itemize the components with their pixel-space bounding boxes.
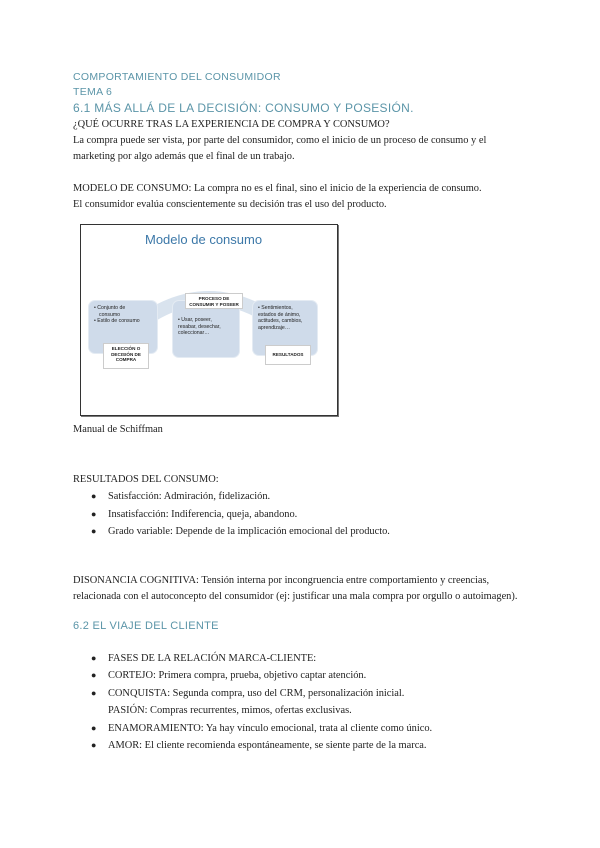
diagram-box-proceso: • Usar, poseer, resabar, desechar, coleccionar… — [173, 301, 239, 357]
intro-line-2: marketing por algo además que el final de un trabajo. — [73, 151, 295, 162]
disonancia-line-2: relacionada con el autoconcepto del consumidor (ej: justificar una mala compra por orgullo o autoimagen). — [73, 590, 518, 602]
list-item: ● Satisfacción: Admiración, fidelización. — [91, 491, 271, 502]
list-item: ● ENAMORAMIENTO: Ya hay vínculo emocional, trata al cliente como único. — [91, 722, 433, 734]
list-item: ● Insatisfacción: Indiferencia, queja, abandono. — [91, 508, 298, 520]
diagram-title: Modelo de consumo — [145, 232, 263, 247]
diagram-label-eleccion: ELECCIÓN O DECISIÓN DE COMPRA — [103, 343, 149, 369]
fases-list-2 — [73, 720, 543, 755]
diagram-label-resultados: RESULTADOS — [265, 345, 311, 365]
list-item: ● Grado variable: Depende de la implicación emocional del producto. — [91, 526, 390, 537]
resultados-list — [73, 488, 543, 541]
document-page — [73, 70, 533, 213]
tema-label: TEMA 6 — [73, 86, 113, 98]
modelo-line-2: El consumidor evalúa conscientemente su decisión tras el uso del producto. — [73, 199, 387, 210]
section-2-heading: 6.2 EL VIAJE DEL CLIENTE — [73, 619, 219, 632]
pasion-line: PASIÓN: Compras recurrentes, mimos, ofertas exclusivas. — [108, 705, 352, 716]
section-1-heading: 6.1 MÁS ALLÁ DE LA DECISIÓN: CONSUMO Y POSESIÓN. — [73, 101, 414, 115]
diagram-box-resultados: • Sentimientos, estados de ánimo, actitudes, cambios, aprendizaje… — [253, 301, 317, 355]
document-title: COMPORTAMIENTO DEL CONSUMIDOR — [73, 71, 281, 83]
diagram-label-proceso: PROCESO DE CONSUMIR Y POSEER — [185, 293, 243, 309]
intro-question: ¿QUÉ OCURRE TRAS LA EXPERIENCIA DE COMPRA Y CONSUMO? — [73, 119, 390, 130]
list-item: ● CONQUISTA: Segunda compra, uso del CRM, personalización inicial. — [91, 687, 405, 699]
consumption-model-diagram — [80, 224, 338, 416]
resultados-title: RESULTADOS DEL CONSUMO: — [73, 474, 219, 485]
intro-line-1: La compra puede ser vista, por parte del consumidor, como el inicio de un proceso de consumo y el — [73, 135, 487, 146]
document-lower-section — [73, 472, 543, 755]
list-item: ● FASES DE LA RELACIÓN MARCA-CLIENTE: — [91, 652, 317, 664]
fases-list — [73, 650, 543, 703]
diagram-box-consumo: • Conjunto de consumo • Estilo de consumo — [89, 301, 157, 353]
modelo-line-1: MODELO DE CONSUMO: La compra no es el final, sino el inicio de la experiencia de consumo. — [73, 183, 482, 194]
list-item: ● AMOR: El cliente recomienda espontáneamente, se siente parte de la marca. — [91, 740, 427, 751]
diagram-caption: Manual de Schiffman — [73, 424, 163, 435]
list-item: ● CORTEJO: Primera compra, prueba, objetivo captar atención. — [91, 670, 367, 681]
disonancia-line-1: DISONANCIA COGNITIVA: Tensión interna por incongruencia entre comportamiento y creencias, — [73, 574, 490, 586]
